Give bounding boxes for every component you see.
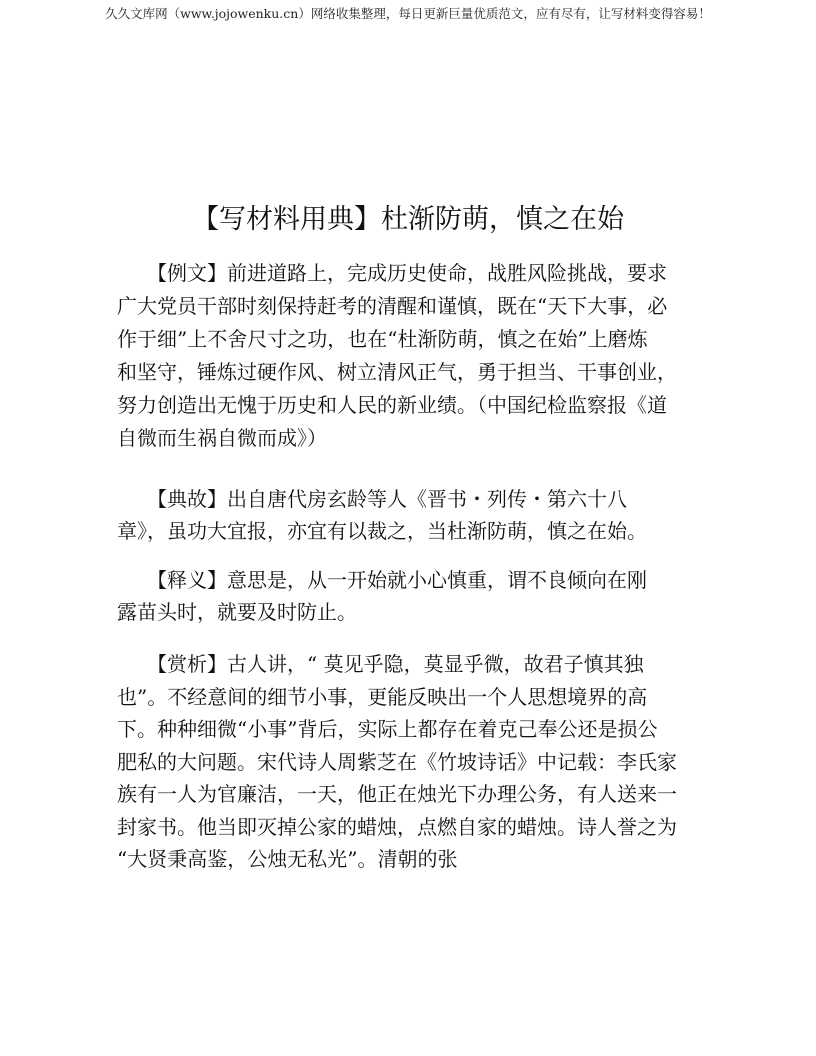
paragraph-line: 广大党员干部时刻保持赶考的清醒和谨慎，既在“天下大事，必: [117, 294, 668, 318]
paragraph-meaning: [117, 564, 701, 628]
paragraph-line: 【赏析】古人讲，“ 莫见乎隐，莫显乎微，故君子慎其独: [117, 652, 644, 676]
paragraph-line: 肥私的大问题。宋代诗人周紫芝在《竹坡诗话》中记载：李氏家: [117, 749, 677, 774]
paragraph-line: 【例文】前进道路上，完成历史使命，战胜风险挑战，要求: [117, 261, 667, 285]
paragraph-line: 露苗头时，就要及时防止。: [117, 600, 357, 624]
article-title: 【写材料用典】杜渐防萌，慎之在始: [192, 204, 624, 235]
paragraph-line: 封家书。他当即灭掉公家的蜡烛，点燃自家的蜡烛。诗人誉之为: [117, 814, 677, 839]
paragraph-line: 族有一人为官廉洁，一天，他正在烛光下办理公务，有人送来一: [117, 782, 677, 806]
paragraph-allusion: [117, 483, 701, 547]
paragraph-line: 章》，虽功大宜报，亦宜有以裁之，当杜渐防萌，慎之在始。: [117, 519, 647, 543]
paragraph-appreciation: [117, 648, 701, 876]
paragraph-line: 自微而生祸自微而成》）: [117, 426, 327, 450]
paragraph-example: [117, 257, 701, 455]
site-header-note: 久久文库网（www.jojowenku.cn）网络收集整理，每日更新巨量优质范文，应有尽有，让写材料变得容易！: [105, 6, 711, 21]
paragraph-line: 下。种种细微“小事”背后，实际上都存在着克己奉公还是损公: [117, 717, 658, 741]
paragraph-line: 也”。不经意间的细节小事，更能反映出一个人思想境界的高: [117, 684, 648, 709]
paragraph-line: 和坚守，锤炼过硬作风、树立清风正气，勇于担当、干事创业，: [117, 360, 677, 384]
paragraph-line: 作于细”上不舍尺寸之功，也在“杜渐防萌，慎之在始”上磨炼: [117, 327, 648, 351]
paragraph-line: 【释义】意思是，从一开始就小心慎重，谓不良倾向在刚: [117, 568, 647, 592]
paragraph-line: “大贤秉高鉴，公烛无私光”。清朝的张: [117, 847, 458, 871]
paragraph-line: 【典故】出自唐代房玄龄等人《晋书・列传・第六十八: [117, 487, 627, 511]
paragraph-line: 努力创造出无愧于历史和人民的新业绩。（中国纪检监察报《道: [117, 393, 667, 417]
